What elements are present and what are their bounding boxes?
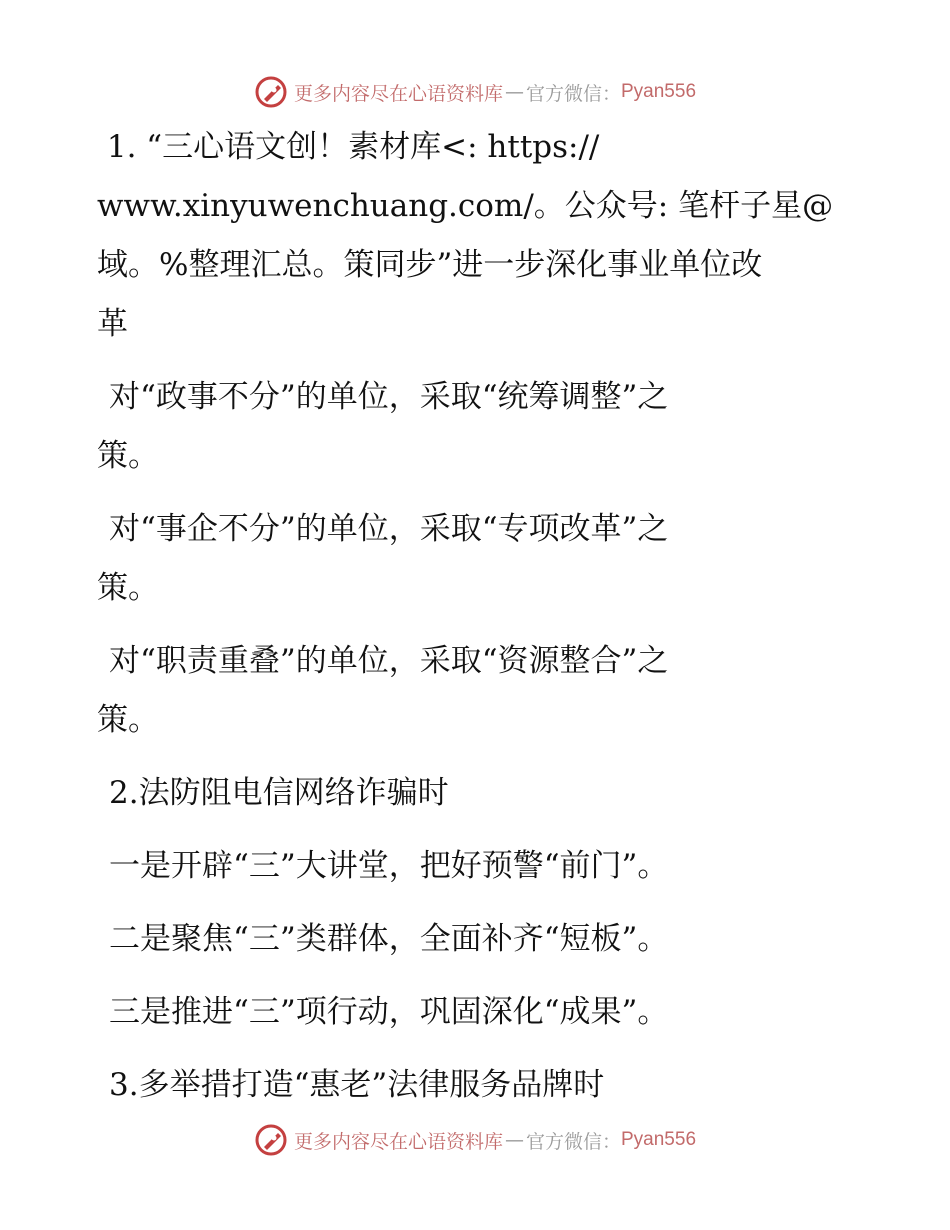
watermark-separator: —	[504, 81, 524, 103]
item1-point-3-line-1: 对“职责重叠”的单位，采取“资源整合”之	[109, 643, 669, 679]
watermark-handle: Pyan556	[621, 1129, 697, 1150]
item3-heading: 3.多举措打造“惠老”法律服务品牌时	[109, 1067, 605, 1103]
document-body	[97, 118, 897, 1115]
watermark-text: 更多内容尽在心语资料库	[293, 1130, 503, 1153]
watermark-label: 官方微信：	[525, 82, 621, 105]
item1-line-3: 域。%整理汇总。策同步”进一步深化事业单位改	[97, 247, 763, 283]
item2-heading: 2.法防阻电信网络诈骗时	[109, 775, 449, 811]
item1-line-1: 1. “三心语文创！素材库<: https://	[97, 129, 600, 165]
item1-point-2-line-2: 策。	[97, 570, 159, 606]
item2-point-2: 二是聚焦“三”类群体，全面补齐“短板”。	[109, 921, 669, 957]
item1-point-3-line-2: 策。	[97, 702, 159, 738]
watermark-text: 更多内容尽在心语资料库	[293, 82, 503, 105]
item1-point-2-line-1: 对“事企不分”的单位，采取“专项改革”之	[109, 511, 669, 547]
item1-point-1-line-1: 对“政事不分”的单位，采取“统筹调整”之	[109, 379, 669, 415]
pen-logo-icon	[254, 75, 288, 109]
item1-point-1-line-2: 策。	[97, 438, 159, 474]
watermark-label: 官方微信：	[525, 1130, 621, 1153]
watermark-banner-bottom	[0, 1120, 950, 1160]
watermark-banner-top	[0, 72, 950, 112]
watermark-separator: —	[504, 1129, 524, 1151]
item2-point-1: 一是开辟“三”大讲堂，把好预警“前门”。	[109, 848, 669, 884]
item1-line-4: 革	[97, 306, 128, 342]
item1-line-2: www.xinyuwenchuang.com/。公众号: 笔杆子星@	[97, 188, 834, 224]
item2-point-3: 三是推进“三”项行动，巩固深化“成果”。	[109, 994, 669, 1030]
watermark-handle: Pyan556	[621, 81, 697, 102]
pen-logo-icon	[254, 1123, 288, 1157]
